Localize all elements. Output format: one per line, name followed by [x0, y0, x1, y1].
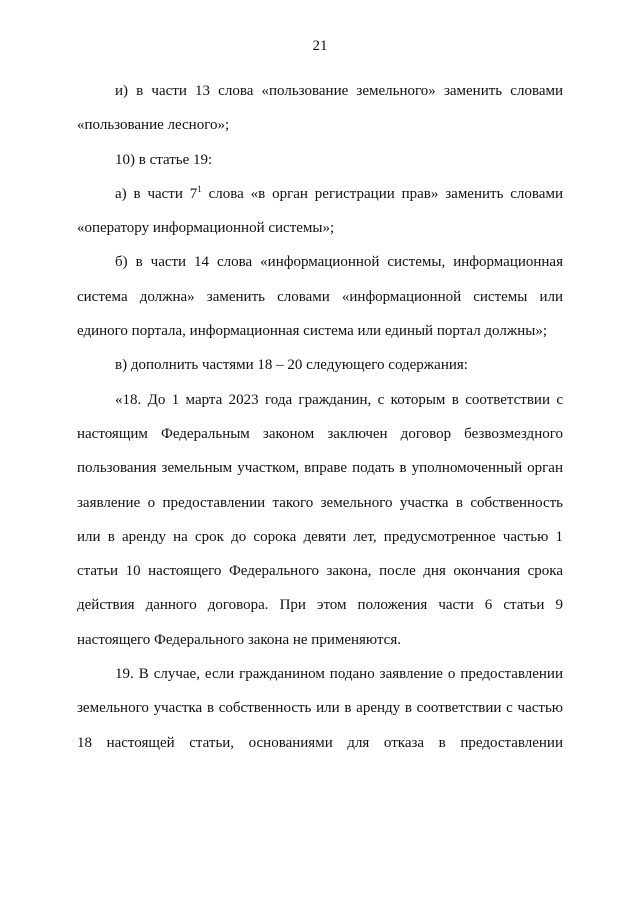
paragraph-article-19: 10) в статье 19: [115, 151, 213, 168]
paragraph-item-a [77, 177, 563, 246]
paragraph-item-a-rest: слова «в орган регистрации прав» заменить словами «оператору информационной системы»; [77, 185, 563, 237]
superscript-part-number: 1 [197, 183, 202, 194]
document-body [77, 74, 563, 760]
page-number: 21 [312, 38, 328, 54]
paragraph-item-a-lead: а) в части 7 [115, 185, 198, 202]
paragraph-item-b: б) в части 14 слова «информационной системы, информационная система должна» заменить словами «информационной системы или единого портала, информационная система или единый портал должны»; [77, 254, 563, 340]
paragraph-item-i: и) в части 13 слова «пользование земельного» заменить словами «пользование лесного»; [77, 83, 563, 134]
paragraph-part-18: «18. До 1 марта 2023 года гражданин, с которым в соответствии с настоящим Федеральным законом заключен договор безвозмездного пользования земельным участком, вправе подать в уполномоченный орган заявление о предоставлении такого земельного участка в собственность или в аренду на срок до сорока девяти лет, предусмотренное частью 1 статьи 10 настоящего Федерального закона, после дня окончания срока действия данного договора. При этом положения части 6 статьи 9 настоящего Федерального закона не применяются. [77, 391, 563, 648]
paragraph-item-v: в) дополнить частями 18 – 20 следующего содержания: [115, 357, 468, 374]
paragraph-part-19: 19. В случае, если гражданином подано заявление о предоставлении земельного участка в собственность или в аренду в соответствии с частью 18 настоящей статьи, основаниями для отказа в предоставлении [77, 666, 563, 751]
